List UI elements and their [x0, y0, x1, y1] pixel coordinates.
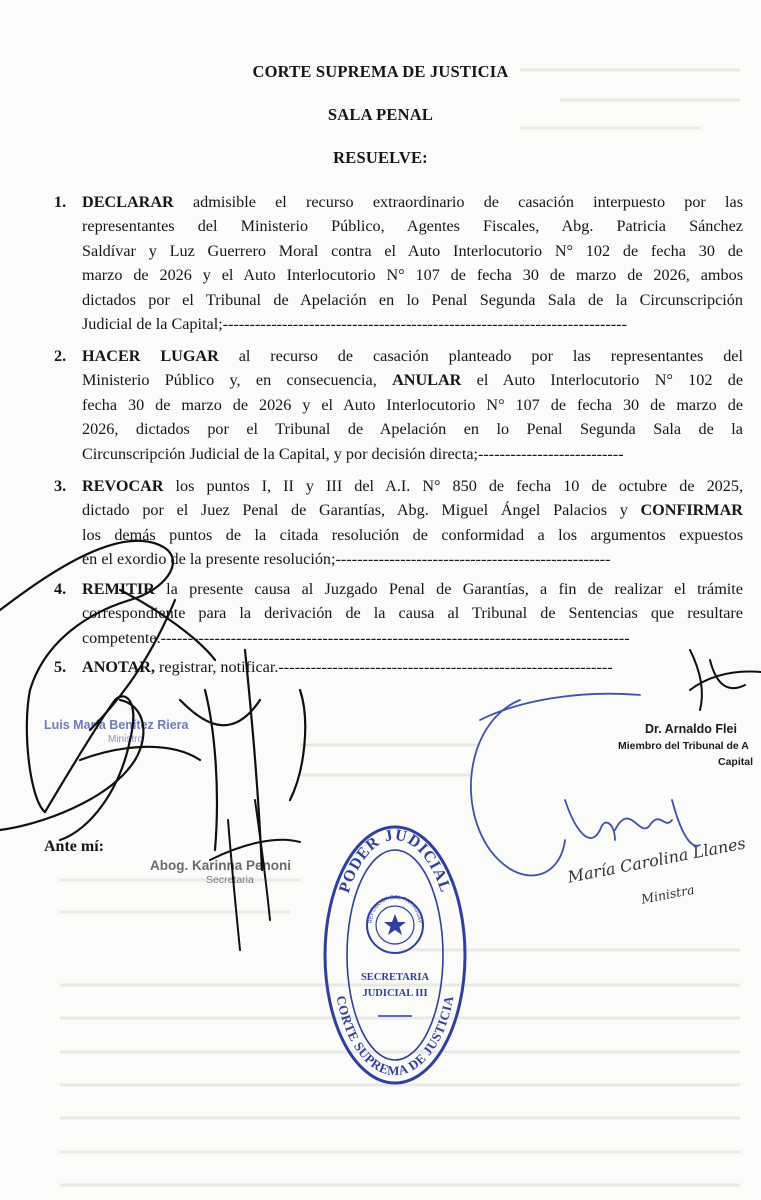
right-signatory-name: Dr. Arnaldo Flei — [645, 722, 737, 736]
item-text: competente.--------------------------------------------------------------------------------------- — [82, 628, 630, 647]
item-verb: ANULAR — [392, 371, 462, 390]
resolution-item-1 — [48, 190, 743, 336]
item-text: el Auto Interlocutorio N° 102 de — [461, 371, 744, 390]
item-text: Circunscripción Judicial de la Capital, y por decisión directa;--------------------------- — [82, 444, 624, 463]
minister-name: María Carolina Llanes — [566, 833, 748, 887]
item-text: representantes del Ministerio Público, Agentes Fiscales, Abg. Patricia Sánchez — [82, 217, 743, 236]
item-text: Judicial de la Capital;--------------------------------------------------------------------------- — [82, 315, 627, 334]
item-verb: ANOTAR, — [82, 658, 155, 676]
item-text: los demás puntos de la citada resolución de conformidad a los argumentos expuestos — [82, 525, 743, 544]
item-verb: CONFIRMAR — [640, 501, 743, 520]
item-text: marzo de 2026 y el Auto Interlocutorio N° 107 de fecha 30 de marzo de 2026, ambos — [82, 266, 743, 285]
item-text: los puntos I, II y III del A.I. N° 850 de fecha 10 de octubre de 2025, — [163, 477, 743, 495]
right-signatory-role-2: Capital — [718, 756, 754, 768]
item-number: 5. — [54, 658, 67, 676]
item-number: 1. — [54, 193, 67, 211]
item-text: Saldívar y Luz Guerrero Moral contra el Auto Interlocutorio N° 102 de fecha 30 de — [82, 241, 743, 260]
item-verb: REVOCAR — [82, 477, 164, 495]
stamp-line-2: JUDICIAL III — [362, 988, 428, 999]
stamp-line-1: SECRETARIA — [360, 972, 430, 983]
item-verb: DECLARAR — [82, 193, 174, 211]
item-text: al recurso de casación planteado por las representantes del — [218, 347, 743, 365]
item-verb: HACER LUGAR — [82, 347, 219, 365]
left-signatory-role: Ministro — [108, 734, 144, 745]
item-text: dictados por el Tribunal de Apelación en lo Penal Segunda Sala de la Circunscripción — [82, 290, 743, 309]
item-text: en el exordio de la presente resolución;--------------------------------------------------- — [82, 550, 611, 569]
secretary-role: Secretaria — [206, 874, 254, 886]
ante-mi-label: Ante mí: — [44, 838, 104, 855]
item-verb: REMITIR — [82, 580, 155, 598]
item-number: 4. — [54, 580, 67, 598]
stamp-top-arc-text: PODER JUDICIAL — [336, 826, 454, 896]
chamber-title: SALA PENAL — [327, 105, 434, 124]
item-number: 3. — [54, 477, 67, 495]
poder-judicial-stamp — [320, 820, 470, 1090]
item-text: fecha 30 de marzo de 2026 y el Auto Interlocutorio N° 107 de fecha 30 de marzo de — [82, 395, 743, 414]
secretary-name: Abog. Karinna Penoni — [150, 858, 292, 873]
item-text: registrar, notificar.-------------------------------------------------------------- — [155, 658, 613, 676]
resolution-item-5 — [48, 655, 743, 679]
item-text: 2026, dictados por el Tribunal de Apelación en lo Penal Segunda Sala de la — [82, 420, 743, 439]
seal-ring-text: REPÚBLICA DEL PARAGUAY — [367, 894, 423, 924]
resolution-item-4 — [48, 577, 743, 650]
resolution-item-3 — [48, 474, 743, 572]
resolves-title: RESUELVE: — [333, 148, 428, 167]
item-text: correspondiente para la derivación de la causa al Tribunal de Sentencias que resultare — [82, 604, 743, 623]
minister-role: Ministra — [640, 881, 696, 907]
item-text: Ministerio Público y, en consecuencia, — [82, 371, 393, 390]
national-seal-icon — [367, 895, 423, 953]
court-title: CORTE SUPREMA DE JUSTICIA — [252, 62, 509, 81]
item-text: la presente causa al Juzgado Penal de Garantías, a fin de realizar el trámite — [154, 580, 743, 598]
right-signatory-role: Miembro del Tribunal de A — [618, 740, 749, 752]
stamp-bottom-arc-text: CORTE SUPREMA DE JUSTICIA — [333, 994, 457, 1079]
left-signatory-name: Luis María Benítez Riera — [44, 718, 189, 732]
item-text: dictado por el Juez Penal de Garantías, Abg. Miguel Ángel Palacios y — [82, 501, 641, 520]
item-text: admisible el recurso extraordinario de casación interpuesto por las — [173, 193, 743, 211]
item-number: 2. — [54, 347, 67, 365]
resolution-item-2 — [48, 344, 743, 466]
